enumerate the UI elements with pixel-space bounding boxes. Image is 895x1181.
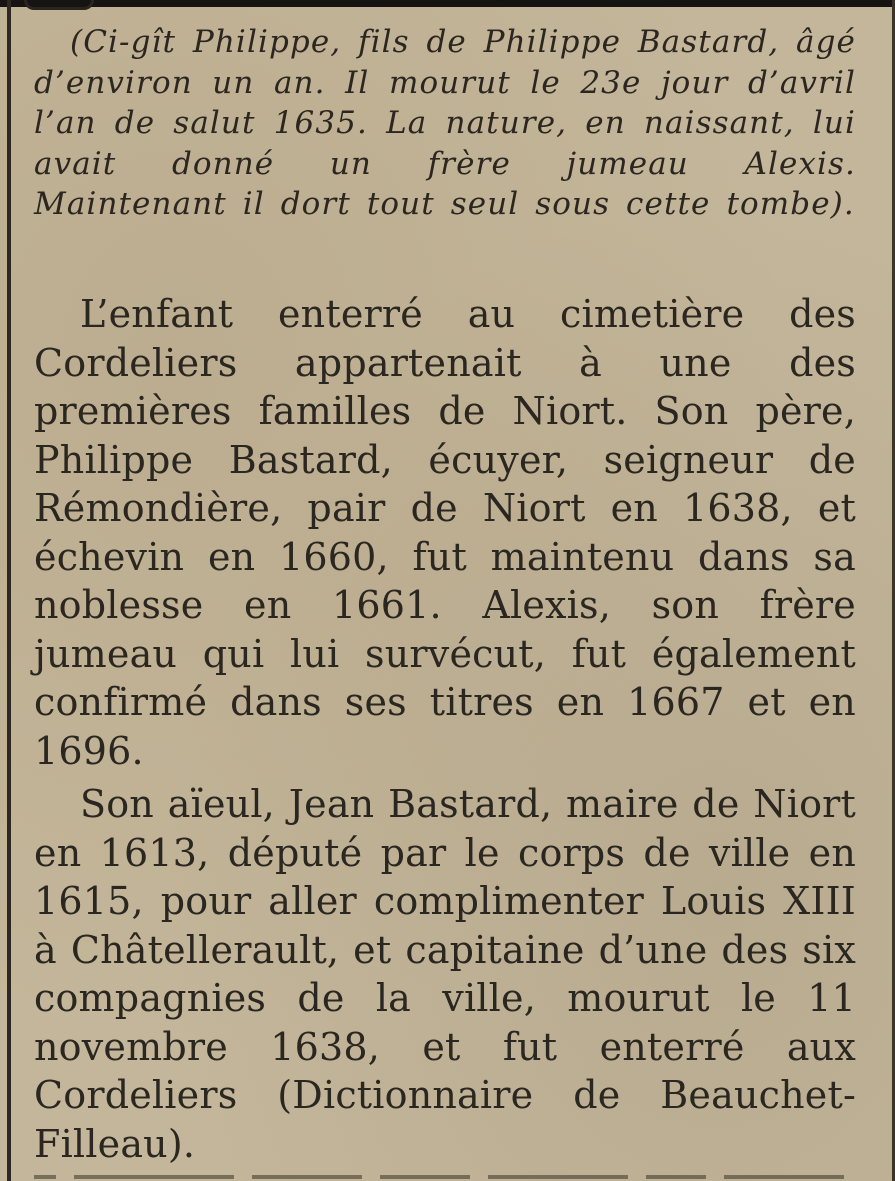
epitaph-translation: (Ci-gît Philippe, fils de Philippe Bastard, âgé d’environ un an. Il mourut le 23e jour d’avril l’an de salut 1635. La nature, en naissant, lui avait donné un frère jumeau Alexis. Maintenant il dort tout seul sous cette tombe). bbox=[34, 24, 856, 222]
top-border bbox=[0, 0, 895, 7]
paragraph-grandfather: Son aïeul, Jean Bastard, maire de Niort en 1613, député par le corps de ville en 1615, pour aller complimenter Louis XIII à Châtellerault, et capitaine d’une des six compagnies de la ville, mourut le 11 novembre 1638, et fut enterré aux Cordeliers (Dictionnaire de Beauchet-Filleau). bbox=[34, 782, 856, 1166]
column-rule-left bbox=[7, 0, 11, 1181]
next-line-fragment bbox=[34, 1166, 874, 1181]
previous-text-fragment bbox=[24, 0, 94, 10]
paragraph-family-history: L’enfant enterré au cimetière des Cordeliers appartenait à une des premières familles de Niort. Son père, Philippe Bastard, écuyer, seigneur de Rémondière, pair de Niort en 1638, et échevin en 1660, fut maintenu dans sa noblesse en 1661. Alexis, son frère jumeau qui lui survécut, fut également confirmé dans ses titres en 1667 et en 1696. bbox=[34, 292, 856, 773]
